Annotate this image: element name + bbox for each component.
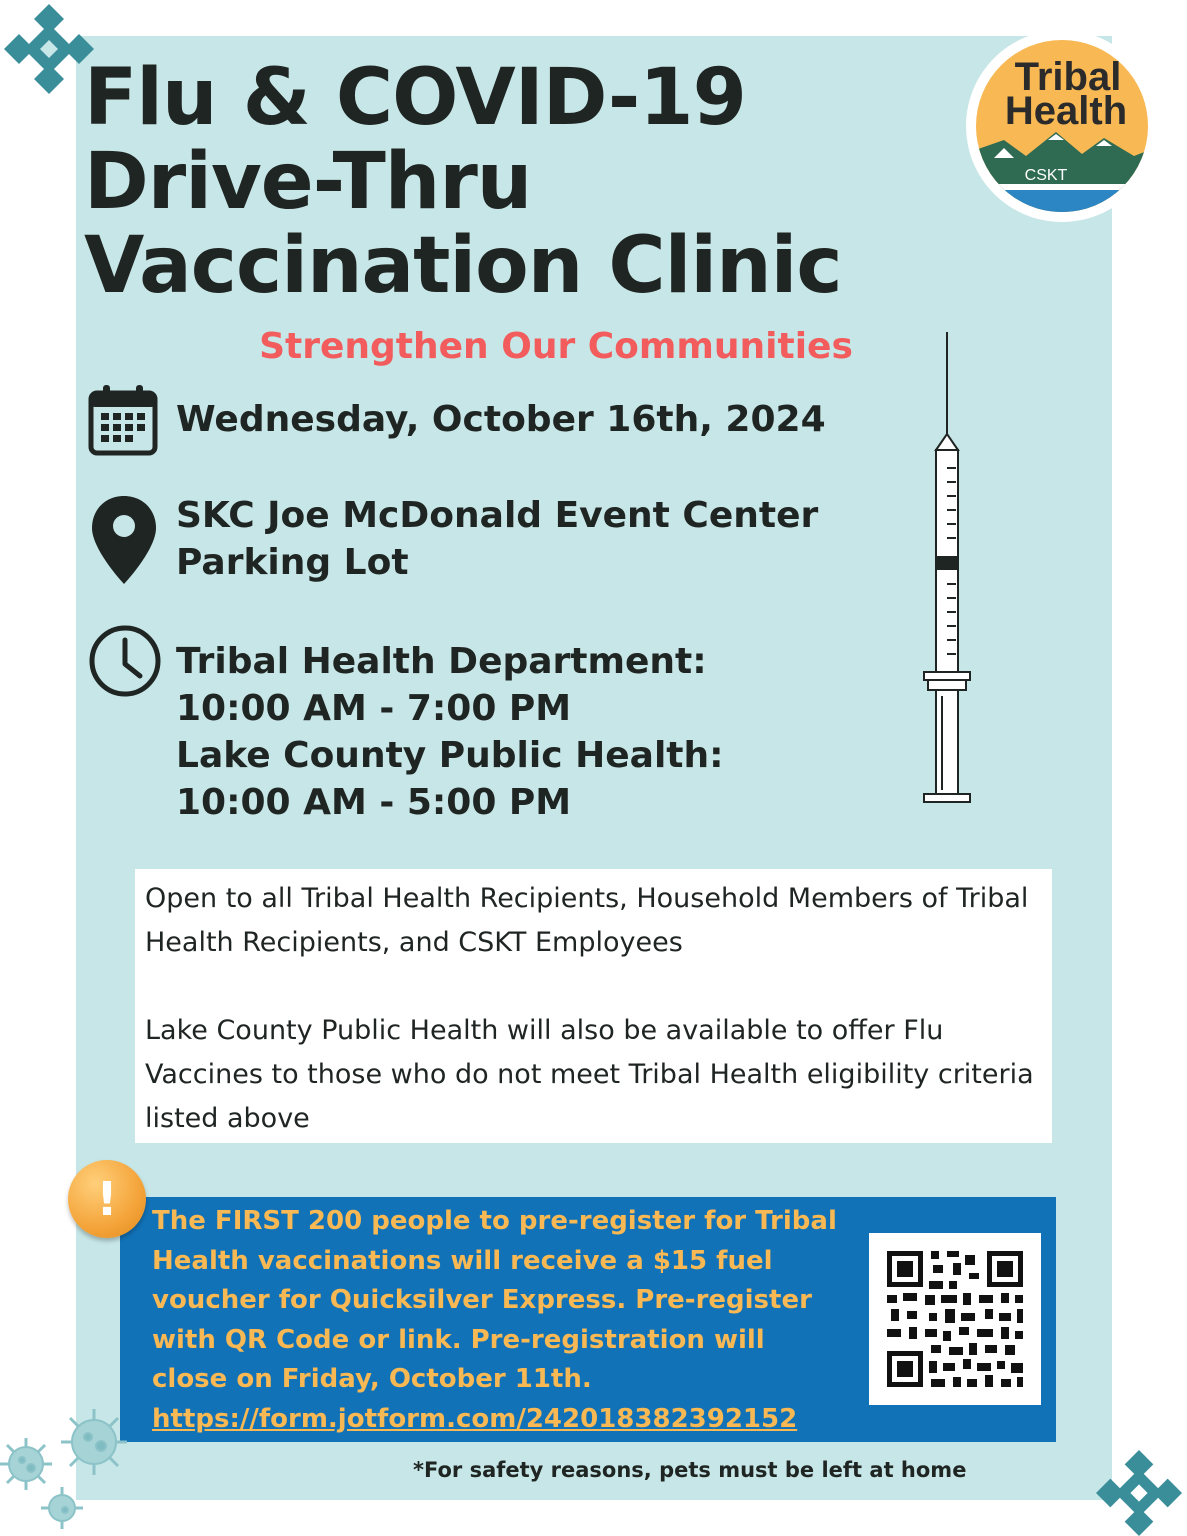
subtitle: Strengthen Our Communities [259,326,853,367]
alert-icon: ! [68,1160,146,1238]
registration-link[interactable]: https://form.jotform.com/242018382392152 [152,1403,798,1434]
promo-text [152,1202,872,1439]
eligibility-paragraph-2: Lake County Public Health will also be available to offer Flu Vaccines to those who do not meet Tribal Health eligibility criteria listed above [145,1015,1034,1134]
hours-line-2: 10:00 AM - 7:00 PM [176,688,572,729]
location-line-1: SKC Joe McDonald Event Center [176,495,819,536]
event-location [176,492,818,586]
logo-text-health: Health [1004,89,1128,133]
page-title [84,53,842,311]
title-line-3: Vaccination Clinic [84,221,842,311]
hours-line-4: 10:00 AM - 5:00 PM [176,782,572,823]
title-line-2: Drive-Thru [84,137,532,227]
safety-footnote: *For safety reasons, pets must be left at home [413,1458,967,1482]
promo-line-1: The FIRST 200 people to pre-register for Tribal [152,1206,837,1236]
eligibility-box [135,869,1052,1143]
event-date-text: Wednesday, October 16th, 2024 [176,399,826,440]
syringe-icon [916,330,980,804]
promo-line-5: close on Friday, October 11th. [152,1364,592,1394]
diamond-ornament-icon [1096,1450,1182,1536]
promo-line-4: with QR Code or link. Pre-registration will [152,1324,765,1355]
hours-line-1: Tribal Health Department: [176,641,707,682]
location-line-2: Parking Lot [176,542,409,583]
promo-line-2: Health vaccinations will receive a $15 fuel [152,1245,773,1276]
event-date [176,396,826,443]
diamond-ornament-icon [4,4,94,94]
preregister-promo [120,1197,1056,1442]
event-hours [176,638,724,826]
qr-code-icon[interactable] [869,1233,1041,1405]
logo-text-tribal: Tribal [1014,55,1122,99]
promo-line-3: voucher for Quicksilver Express. Pre-register [152,1285,812,1315]
calendar-icon [88,384,158,456]
virus-icon [0,1404,140,1536]
tribal-health-logo [964,28,1160,224]
map-pin-icon [90,494,158,586]
eligibility-paragraph-1: Open to all Tribal Health Recipients, Household Members of Tribal Health Recipients, and CSKT Employees [145,883,1029,958]
hours-line-3: Lake County Public Health: [176,735,724,776]
clock-icon [88,624,162,698]
title-line-1: Flu & COVID-19 [84,53,746,143]
logo-text-cskt: CSKT [1024,167,1068,184]
